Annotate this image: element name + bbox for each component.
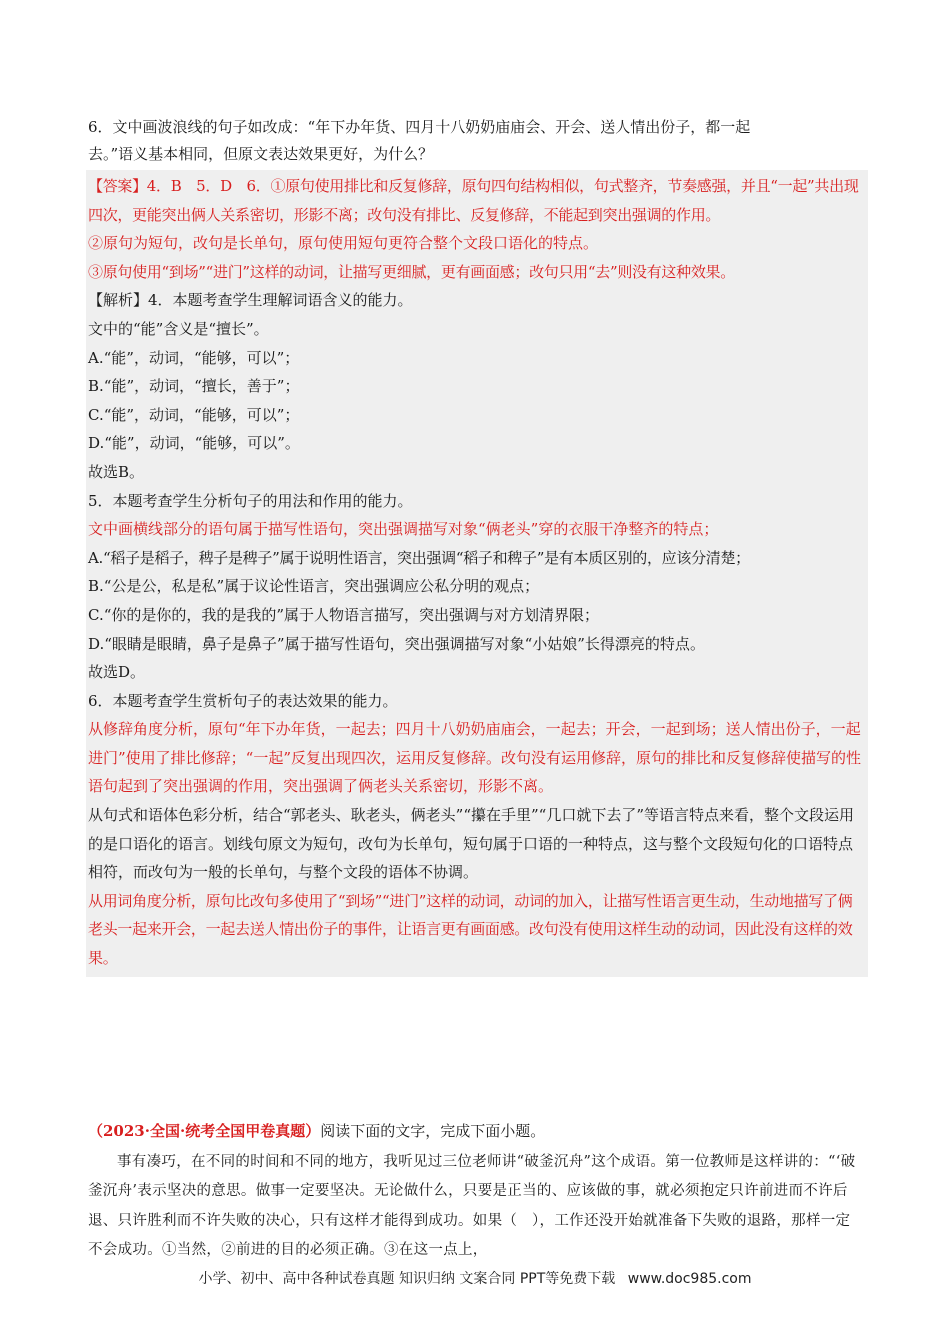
reading-instruction: 阅读下面的文字，完成下面小题。 [320,1122,546,1140]
reading-passage: 事有凑巧，在不同的时间和不同的地方，我听见过三位老师讲“破釜沉舟”这个成语。第一位教师是这样讲的：“‘破釜沉舟’表示坚决的意思。做事一定要坚决。无论做什么，只要是正当的、应该做的事，就必须抱定只许前进而不许后退、只许胜利而不许失败的决心，只有这样才能得到成功。如果（ ），工作还没开始就准备下失败的退路，那样一定不会成功。①当然，②前进的目的必须正确。③在这一点上， [88,1154,856,1259]
choice-line: 故选B。 [88,462,145,481]
question-line-2: 去。”语义基本相同，但原文表达效果更好，为什么？ [88,145,434,163]
analysis-paragraph: 6．本题考查学生赏析句子的表达效果的能力。 [88,691,398,710]
analysis-paragraph: 5．本题考查学生分析句子的用法和作用的能力。 [88,491,413,510]
option-d: D.“眼睛是眼睛，鼻子是鼻子”属于描写性语句，突出强调描写对象“小姑娘”长得漂亮的特点。 [88,634,705,653]
option-c: C.“你的是你的，我的是我的”属于人物语言描写，突出强调与对方划清界限； [88,605,600,624]
reading-header [88,1118,864,1144]
footer-url[interactable]: www.doc985.com [627,1271,752,1287]
analysis-paragraph: 从句式和语体色彩分析，结合“郭老头、耿老头，俩老头”“攥在手里”“几口就下去了”等语言特点来看，整个文段运用的是口语化的语言。划线句原文为短句，改句为长单句，短句属于口语的一种特点，这与整个文段短句化的口语特点相符，而改句为一般的长单句，与整个文段的语体不协调。 [88,806,855,882]
option-a: A.“能”，动词，“能够，可以”； [88,348,300,367]
analysis-paragraph: 【解析】4．本题考查学生理解词语含义的能力。 [88,291,413,310]
analysis-paragraph: 从用词角度分析，原句比改句多使用了“到场”“进门”这样的动词，动词的加入，让描写性语言更生动，生动地描写了俩老头一起来开会，一起去送人情出份子的事件，让语言更有画面感。改句没有使用这样生动的动词，因此没有这样的效果。 [88,891,853,968]
question-6 [88,114,858,168]
answer-paragraph: 【答案】4．B 5．D 6．①原句使用排比和反复修辞，原句四句结构相似，句式整齐，节奏感强，并且“一起”共出现四次，更能突出俩人关系密切，形影不离；改句没有排比、反复修辞，不能起到突出强调的作用。 [88,177,859,224]
analysis-paragraph: 文中画横线部分的语句属于描写性语句，突出强调描写对象“俩老头”穿的衣服干净整齐的特点； [88,520,719,539]
option-a: A.“稻子是稻子，稗子是稗子”属于说明性语言，突出强调“稻子和稗子”是有本质区别的，应该分清楚； [88,548,750,567]
footer-text: 小学、初中、高中各种试卷真题 知识归纳 文案合同 PPT等免费下载 [198,1271,616,1287]
answer-analysis-box [86,170,868,977]
reading-section [88,1118,864,1266]
option-b: B.“能”，动词，“擅长，善于”； [88,377,300,396]
answer-paragraph: ②原句为短句，改句是长单句，原句使用短句更符合整个文段口语化的特点。 [88,234,599,253]
option-b: B.“公是公，私是私”属于议论性语言，突出强调应公私分明的观点； [88,577,540,596]
answer-paragraph: ③原句使用“到场”“进门”这样的动词，让描写更细腻，更有画面感；改句只用“去”则没有这种效果。 [88,262,735,281]
choice-line: 故选D。 [88,663,146,682]
page-footer [0,1268,950,1288]
exam-source: （2023·全国·统考全国甲卷真题） [88,1122,321,1140]
option-d: D.“能”，动词，“能够，可以”。 [88,434,300,453]
analysis-paragraph: 从修辞角度分析，原句“年下办年货，一起去；四月十八奶奶庙庙会，一起去；开会，一起到场；送人情出份子，一起进门”使用了排比修辞；“一起”反复出现四次，运用反复修辞。改句没有运用修辞，原句的排比和反复修辞使描写的性语句起到了突出强调的作用，突出强调了俩老头关系密切，形影不离。 [88,720,862,796]
analysis-paragraph: 文中的“能”含义是“擅长”。 [88,319,269,338]
option-c: C.“能”，动词，“能够，可以”； [88,405,300,424]
question-line-1: 6．文中画波浪线的句子如改成：“年下办年货、四月十八奶奶庙庙会、开会、送人情出份子，都一起 [88,118,751,136]
